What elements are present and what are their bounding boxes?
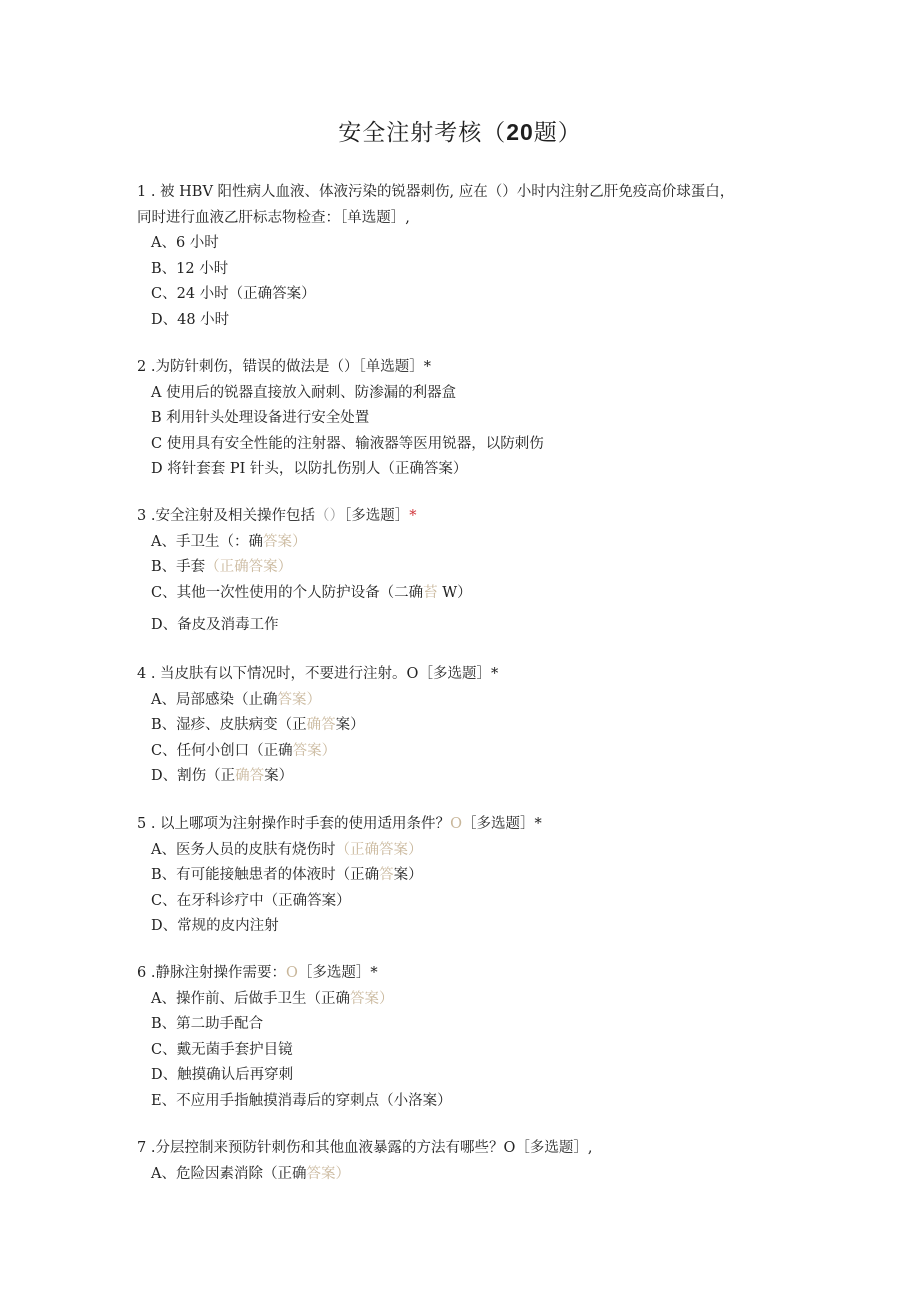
option-6e: E、不应用手指触摸消毒后的穿刺点（小洛案） xyxy=(151,1092,452,1109)
option-2b: B 利用针头处理设备进行安全处置 xyxy=(151,410,370,426)
option-6b: B、第二助手配合 xyxy=(151,1016,264,1032)
option-1a: A、6 小时 xyxy=(151,235,219,251)
question-7-stem: 7 .分层控制来预防针刺伤和其他血液暴露的方法有哪些？O［多选题］, xyxy=(137,1140,593,1156)
page-title: 安全注射考核（20题） xyxy=(338,119,582,146)
question-1 xyxy=(137,180,797,333)
option-4c: C、任何小创口（正确答案） xyxy=(151,742,337,759)
option-3b: B、手套（正确答案） xyxy=(151,559,293,575)
question-2-stem: 2 .为防针刺伤，错误的做法是（）［单选题］* xyxy=(137,359,431,375)
question-3-stem: 3 .安全注射及相关操作包括（）［多选题］* xyxy=(137,508,417,524)
option-6a: A、操作前、后做手卫生（正确答案） xyxy=(151,990,394,1007)
option-5c: C、在牙科诊疗中（正确答案） xyxy=(151,892,351,909)
option-5a: A、医务人员的皮肤有烧伤时（正确答案） xyxy=(151,841,423,858)
option-2c: C 使用具有安全性能的注射器、输液器等医用锐器，以防刺伤 xyxy=(151,435,544,452)
option-4a: A、局部感染（止确答案） xyxy=(151,691,321,708)
option-1b: B、12 小时 xyxy=(151,260,229,277)
option-3d: D、备皮及消毒工作 xyxy=(151,617,279,633)
option-3a: A、手卫生（：确答案） xyxy=(151,533,307,550)
option-2a: A 使用后的锐器直接放入耐刺、防渗漏的利器盒 xyxy=(151,384,457,401)
question-6-stem: 6 .静脉注射操作需要：O［多选题］* xyxy=(137,965,378,981)
option-3c: C、其他一次性使用的个人防护设备（二确苔 W） xyxy=(151,584,472,601)
option-1c: C、24 小时（正确答案） xyxy=(151,286,316,302)
option-6c: C、戴无菌手套护目镜 xyxy=(151,1041,293,1058)
question-5-stem: 5 . 以上哪项为注射操作时手套的使用适用条件？O［多选题］* xyxy=(137,816,542,832)
option-1d: D、48 小时 xyxy=(151,311,230,328)
option-2d: D 将针套套 PI 针头，以防扎伤别人（正确答案） xyxy=(151,461,468,477)
option-5b: B、有可能接触患者的体液时（正确答案） xyxy=(151,867,423,883)
option-4d: D、割伤（正确答案） xyxy=(151,768,294,784)
question-6 xyxy=(137,961,797,1114)
option-5d: D、常规的皮内注射 xyxy=(151,918,279,934)
question-1-stem: 1 . 被 HBV 阳性病人血液、体液污染的锐器刺伤, 应在（）小时内注射乙肝免疫高价球蛋白， xyxy=(137,184,735,200)
option-4b: B、湿疹、皮肤病变（正确答案） xyxy=(151,717,365,733)
question-1-stem-cont: 同时进行血液乙肝标志物检查：［单选题］, xyxy=(137,209,410,226)
question-4-stem: 4 . 当皮肤有以下情况时，不要进行注射。O［多选题］* xyxy=(137,666,499,682)
question-2 xyxy=(137,355,797,483)
option-7a: A、危险因素消除（正确答案） xyxy=(151,1165,350,1182)
question-5 xyxy=(137,812,797,940)
question-7 xyxy=(137,1136,797,1187)
question-3 xyxy=(137,504,797,639)
option-6d: D、触摸确认后再穿刺 xyxy=(151,1067,294,1083)
question-4 xyxy=(137,662,797,790)
